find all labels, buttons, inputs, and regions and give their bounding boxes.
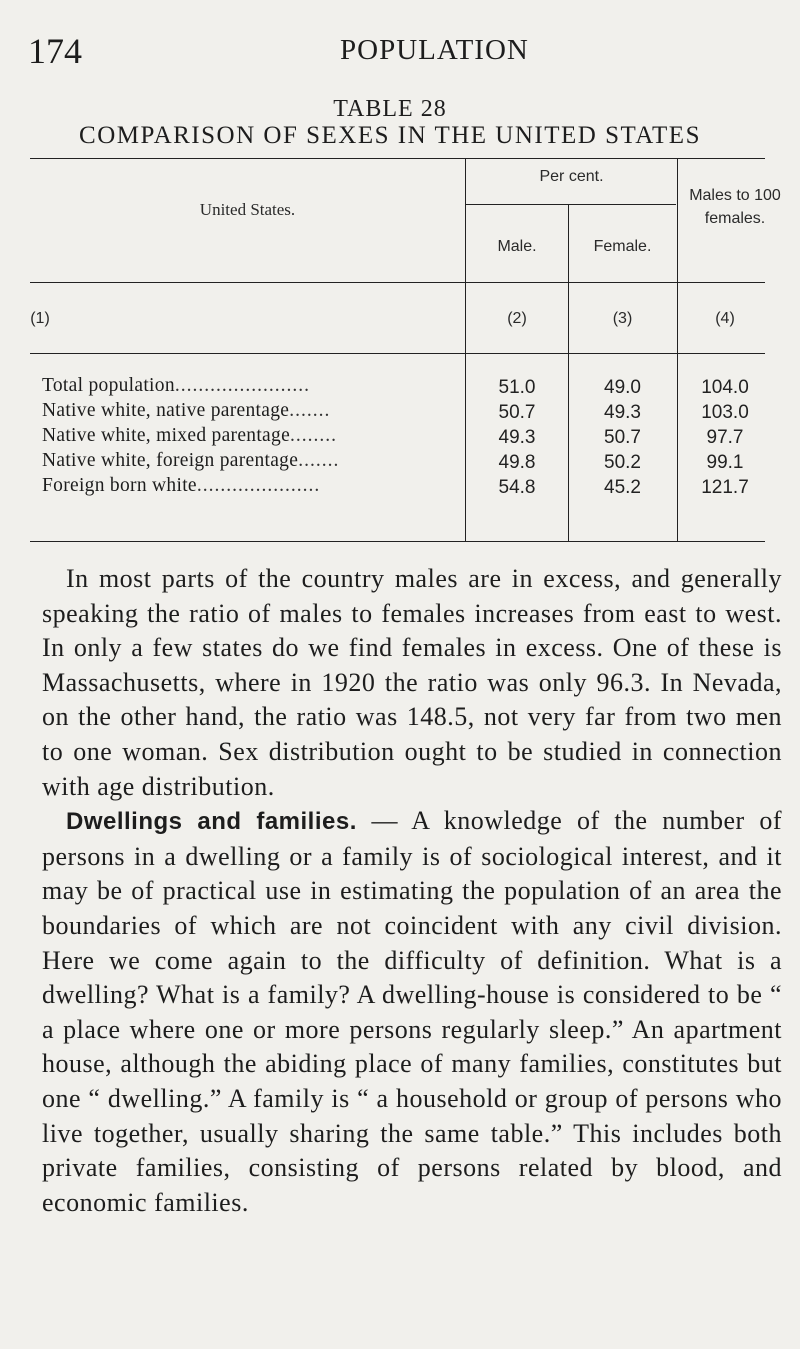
row-label: Total population [42,375,175,396]
leader-dots: ........ [290,425,338,446]
males-per-100-females: 104.0 [701,377,749,398]
column-number-4: (4) [715,310,735,327]
female-percent: 49.3 [604,402,641,423]
leader-dots: ..................... [196,475,321,496]
table-title: COMPARISON OF SEXES IN THE UNITED STATES [79,122,701,149]
table-number: TABLE 28 [333,96,447,122]
male-percent: 49.8 [498,452,536,473]
paragraph-dwellings-text: — A knowledge of the number of persons in a dwelling or a family is of sociological interest, and it may be of practical use in estimating the population of an area the boundaries of which are not coincident with any civil division. Here we come again to the difficulty of definition. What is a dwelling? What is a family? A dwelling-house is considered to be “ a place where one or more persons regularly sleep.” An apartment house, although the abiding place of many families, constitutes but one “ dwelling.” A family is “ a household or group of persons who live together, usually sharing the same table.” This includes both private families, consisting of persons related by blood, and economic families. [42,806,782,1217]
males-per-100-females: 121.7 [701,477,749,498]
row-label: Native white, mixed parentage [42,425,291,446]
male-percent: 54.8 [498,477,536,498]
header-female: Female. [593,238,652,255]
header-male: Male. [497,238,537,255]
row-label: Native white, foreign parentage [42,450,299,471]
header-percent: Per cent. [539,168,604,185]
male-percent: 49.3 [498,427,536,448]
female-percent: 50.2 [604,452,641,473]
males-per-100-females: 99.1 [706,452,744,473]
table-top-rule [30,158,765,159]
running-head: POPULATION [340,34,529,66]
paragraph-sex-distribution: In most parts of the country males are in excess, and generally speaking the ratio of males to females increases from east to west. In only a few states do we find females in excess. One of these is Massachusetts, where in 1920 the ratio was only 96.3. In Nevada, on the other hand, the ratio was 148.5, not very far from two men to one woman. Sex distribution ought to be studied in connection with age distribution. [42,564,782,801]
page-number: 174 [28,31,82,71]
header-bottom-rule [30,282,765,283]
sidehead: Dwellings and families. [66,808,357,836]
male-percent: 51.0 [498,377,536,398]
table-bottom-rule [30,541,765,542]
body-text [42,562,782,1220]
leader-dots: ....... [298,450,340,471]
female-percent: 50.7 [604,427,641,448]
male-percent: 50.7 [498,402,536,423]
row-label: Foreign born white [42,475,197,496]
female-percent: 45.2 [604,477,641,498]
column-number-2: (2) [507,310,527,327]
paragraph-dwellings [42,804,782,1220]
row-label: Native white, native parentage [42,400,290,421]
column-number-3: (3) [612,310,633,327]
column-number-rule [30,353,765,354]
leader-dots: ....... [289,400,331,421]
header-united-states: United States. [199,200,296,219]
males-per-100-females: 103.0 [701,402,749,423]
female-percent: 49.0 [604,377,641,398]
column-number-1: (1) [30,310,50,327]
percent-group-rule [466,204,676,205]
header-males-to-100-females: Males to 100 females. [689,187,781,227]
leader-dots: ....................... [174,375,310,396]
males-per-100-females: 97.7 [706,427,744,448]
